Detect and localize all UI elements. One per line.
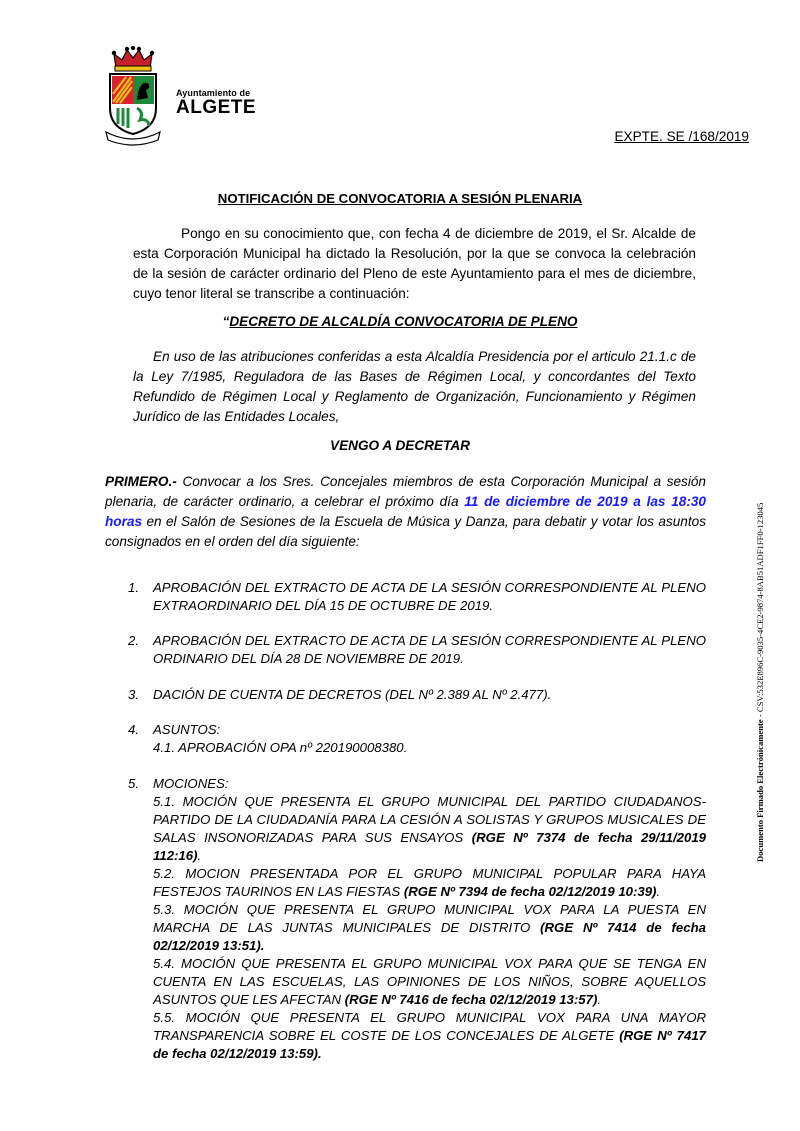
agenda-item bbox=[128, 632, 706, 668]
primero-text-a: Convocar a los Sres. Concejales miembros de esta Corporación Municipal a sesión plenaria, de carácter ordinario, a celebrar el próximo día bbox=[105, 474, 706, 509]
session-date: 11 de diciembre de 2019 a las 18:30 horas bbox=[105, 494, 706, 529]
signature-label: Documento Firmado Electrónicamente bbox=[755, 719, 765, 862]
document-title: NOTIFICACIÓN DE CONVOCATORIA A SESIÓN PLENARIA bbox=[217, 191, 583, 206]
agenda-item-text: APROBACIÓN DEL EXTRACTO DE ACTA DE LA SESIÓN CORRESPONDIENTE AL PLENO EXTRAORDINARIO DEL DÍA 15 DE OCTUBRE DE 2019. bbox=[153, 580, 706, 613]
agenda-item-text: APROBACIÓN DEL EXTRACTO DE ACTA DE LA SESIÓN CORRESPONDIENTE AL PLENO ORDINARIO DEL DÍA 28 DE NOVIEMBRE DE 2019. bbox=[153, 633, 706, 666]
org-small-label: Ayuntamiento de bbox=[176, 88, 251, 98]
mocion-end: . bbox=[656, 884, 661, 899]
electronic-signature-note bbox=[755, 503, 765, 862]
agenda-item-number: 3. bbox=[128, 687, 139, 702]
mocion-ref: (RGE Nº 7374 de fecha 29/11/2019 112:16) bbox=[153, 830, 706, 863]
primero-paragraph bbox=[105, 472, 706, 552]
decreto-title bbox=[0, 314, 800, 329]
agenda-item-number: 1. bbox=[128, 580, 139, 595]
mocion-item bbox=[153, 1009, 706, 1063]
agenda-item-number: 4. bbox=[128, 722, 139, 737]
vengo-a-decretar: VENGO A DECRETAR bbox=[330, 438, 470, 453]
mocion-item bbox=[153, 793, 706, 865]
mocion-end: . bbox=[597, 992, 602, 1007]
mocion-text: 5.4. MOCIÓN QUE PRESENTA EL GRUPO MUNICIPAL VOX PARA QUE SE TENGA EN CUENTA EN LAS ESCUELAS, LAS OPINIONES DE LOS NIÑOS, SOBRE AQUELLOS ASUNTOS QUE LES AFECTAN bbox=[153, 956, 706, 1007]
primero-text-b: en el Salón de Sesiones de la Escuela de Música y Danza, para debatir y votar los asuntos consignados en el orden del día siguiente: bbox=[105, 514, 706, 549]
agenda-item bbox=[128, 686, 706, 704]
mocion-text: 5.2. MOCION PRESENTADA POR EL GRUPO MUNICIPAL POPULAR PARA HAYA FESTEJOS TAURINOS EN LAS FIESTAS bbox=[153, 866, 706, 899]
signature-csv: - CSV:532E896C-9035-4CE2-9874-8AB51ADF1FF0-123045 bbox=[755, 502, 765, 720]
mocion-ref: (RGE Nº 7394 de fecha 02/12/2019 10:39) bbox=[403, 884, 657, 899]
primero-label: PRIMERO.- bbox=[105, 474, 177, 489]
mocion-text: 5.5. MOCIÓN QUE PRESENTA EL GRUPO MUNICIPAL VOX PARA UNA MAYOR TRANSPARENCIA SOBRE EL COSTE DE LOS CONCEJALES DE ALGETE bbox=[153, 1010, 706, 1043]
mocion-item bbox=[153, 955, 706, 1009]
open-quote: “ bbox=[222, 314, 230, 329]
mocion-end: . bbox=[197, 848, 202, 863]
organization-name bbox=[176, 88, 256, 117]
agenda-item-text: ASUNTOS: bbox=[153, 722, 221, 737]
agenda-item-number: 2. bbox=[128, 633, 139, 648]
mocion-ref: (RGE Nº 7416 de fecha 02/12/2019 13:57) bbox=[344, 992, 598, 1007]
agenda-item-text: MOCIONES: bbox=[153, 776, 229, 791]
org-big-label: ALGETE bbox=[176, 97, 257, 118]
mocion-ref: (RGE Nº 7417 de fecha 02/12/2019 13:59). bbox=[153, 1028, 706, 1061]
agenda-subitem-text: 4.1. APROBACIÓN OPA nº 220190008380. bbox=[153, 740, 408, 755]
agenda-item bbox=[128, 721, 706, 757]
mocion-ref: (RGE Nº 7414 de fecha 02/12/2019 13:51). bbox=[153, 920, 706, 953]
expediente-number: EXPTE. SE /168/2019 bbox=[614, 129, 749, 144]
preamble-paragraph: En uso de las atribuciones conferidas a esta Alcaldía Presidencia por el articulo 21.1.c de la Ley 7/1985, Reguladora de las Bases de Régimen Local, y concordantes del Texto Refundido de Régimen Local y Reglamento de Organización, Funcionamiento y Régimen Jurídico de las Entidades Locales, bbox=[133, 349, 696, 424]
agenda-item-text: DACIÓN DE CUENTA DE DECRETOS (DEL Nº 2.389 AL Nº 2.477). bbox=[153, 687, 552, 702]
agenda-item bbox=[128, 775, 706, 1063]
agenda-item-number: 5. bbox=[128, 776, 139, 791]
mocion-item bbox=[153, 901, 706, 955]
decreto-title-text: DECRETO DE ALCALDÍA CONVOCATORIA DE PLENO bbox=[229, 314, 578, 329]
mocion-text: 5.3. MOCIÓN QUE PRESENTA EL GRUPO MUNICIPAL VOX PARA LA PUESTA EN MARCHA DE LAS JUNTAS MUNICIPALES DE DISTRITO bbox=[153, 902, 706, 935]
intro-paragraph: Pongo en su conocimiento que, con fecha 4 de diciembre de 2019, el Sr. Alcalde de esta Corporación Municipal ha dictado la Resolución, por la que se convoca la celebración de la sesión de carácter ordinario del Pleno de este Ayuntamiento para el mes de diciembre, cuyo tenor literal se transcribe a continuación: bbox=[133, 226, 696, 301]
mocion-text: 5.1. MOCIÓN QUE PRESENTA EL GRUPO MUNICIPAL DEL PARTIDO CIUDADANOS-PARTIDO DE LA CIUDADANÍA PARA LA CESIÓN A SOLISTAS Y GRUPOS MUSICALES DE SALAS INSONORIZADAS PARA SUS ENSAYOS bbox=[153, 794, 706, 845]
agenda-item bbox=[128, 579, 706, 615]
coat-of-arms-logo bbox=[104, 46, 162, 146]
mocion-item bbox=[153, 865, 706, 901]
